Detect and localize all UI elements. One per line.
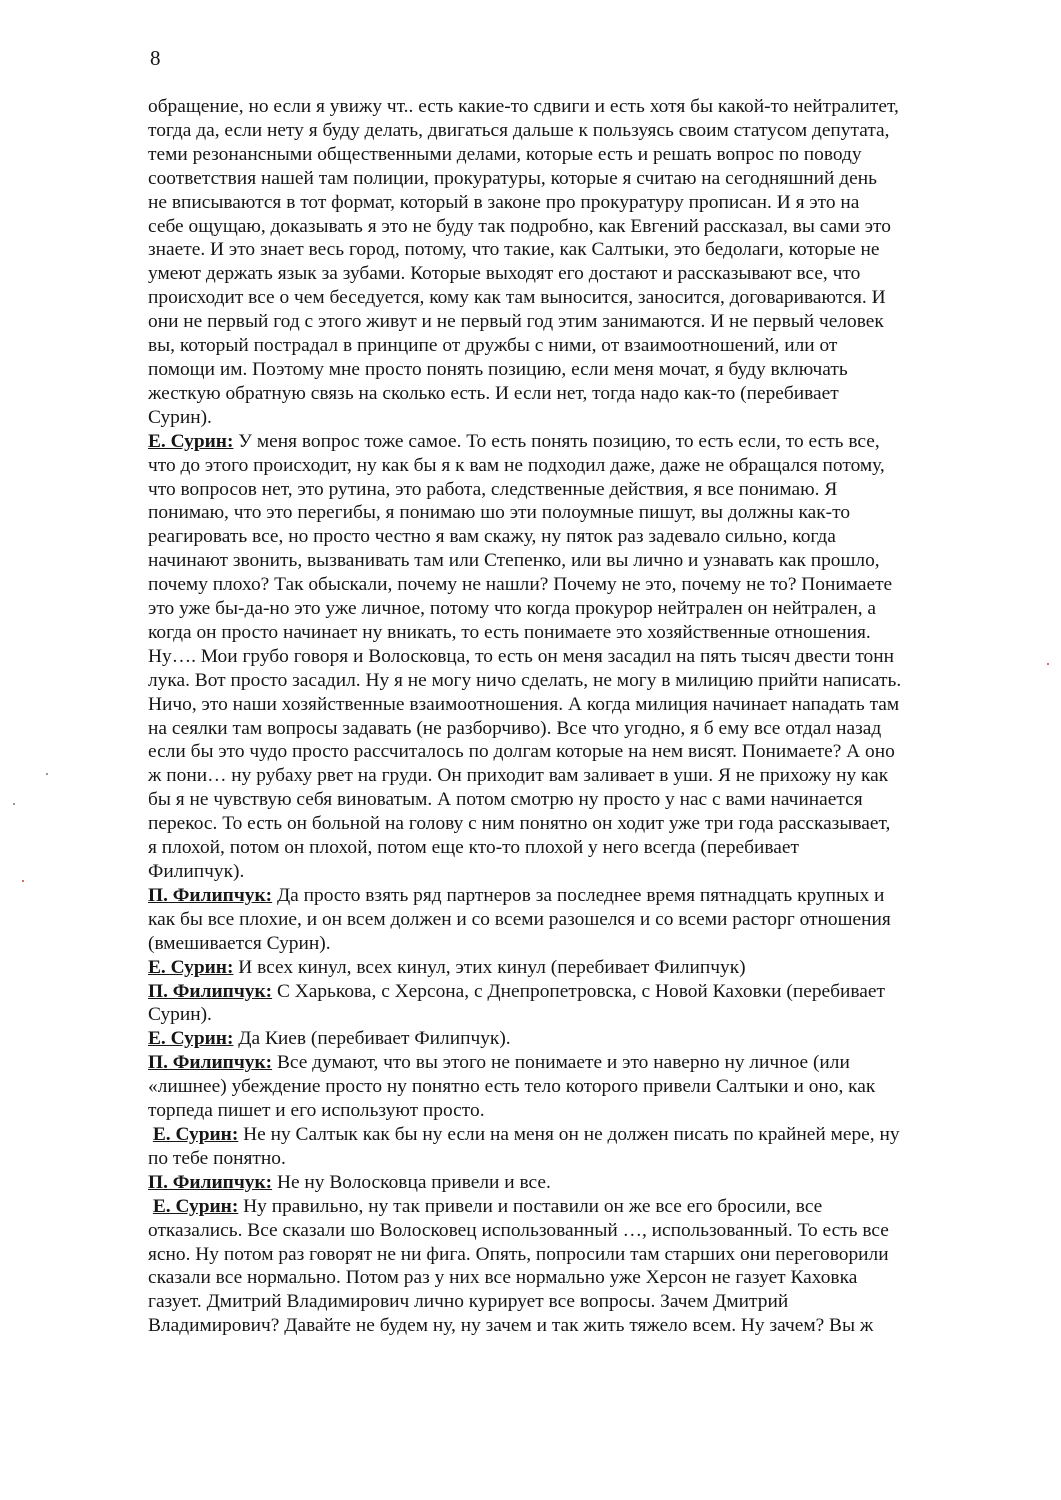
line-text: Сурин). [148,406,212,428]
line-text: лука. Вот просто засадил. Ну я не могу ничо сделать, не могу в милицию прийти написать. [148,669,902,691]
text-line [148,1147,986,1171]
text-line [148,262,986,286]
line-text: соответствия нашей там полиции, прокуратуры, которые я считаю на сегодняшний день [148,167,877,189]
text-line [148,430,986,454]
text-line [148,406,986,430]
line-text: если бы это чудо просто рассчиталось по долгам которые на нем висят. Понимаете? А оно [148,741,895,763]
line-text: газует. Дмитрий Владимирович лично курирует все вопросы. Зачем Дмитрий [148,1291,789,1313]
speaker-name: П. Филипчук: [148,1052,273,1074]
line-text: умеют держать язык за зубами. Которые выходят его достают и рассказывают все, что [148,263,861,285]
line-text: я плохой, потом он плохой, потом еще кто-то плохой у него всегда (перебивает [148,837,799,859]
line-text: отказались. Все сказали шо Волосковец использованный …, использованный. То есть все [148,1219,889,1241]
line-text: Владимирович? Давайте не будем ну, ну зачем и так жить тяжело всем. Ну зачем? Вы ж [148,1315,874,1337]
line-text: на сеялки там вопросы задавать (не разборчиво). Все что угодно, я б ему все отдал назад [148,717,882,739]
text-line [148,478,986,502]
text-line [148,836,986,860]
scan-speck [46,773,48,775]
line-text: почему плохо? Так обыскали, почему не нашли? Почему не это, почему не то? Понимаете [148,574,893,596]
line-text: обращение, но если я увижу чт.. есть какие-то сдвиги и есть хотя бы какой-то нейтралитет, [148,96,899,117]
line-text: ясно. Ну потом раз говорят не ни фига. Опять, попросили там старших они переговорили [148,1243,889,1265]
text-line [148,1027,986,1051]
line-text: торпеда пишет и его используют просто. [148,1100,485,1122]
line-text: происходит все о чем беседуется, кому как там выносится, заносится, договариваются. И [148,287,886,309]
text-line [148,812,986,836]
text-line [148,501,986,525]
text-line [148,358,986,382]
text-line [148,286,986,310]
line-text: жесткую обратную связь на сколько есть. И если нет, тогда надо как-то (перебивает [148,382,839,404]
text-line [148,764,986,788]
text-line [148,1051,986,1075]
text-line [148,621,986,645]
text-line [148,1219,986,1243]
text-line [148,573,986,597]
text-line [148,191,986,215]
scan-speck [13,803,15,805]
text-line [148,1171,986,1195]
text-line [148,1266,986,1290]
text-line [148,740,986,764]
text-line [148,788,986,812]
text-line [148,334,986,358]
line-text: Все думают, что вы этого не понимаете и это наверно ну личное (или [276,1052,850,1074]
line-text: Да просто взять ряд партнеров за последнее время пятнадцать крупных и [276,884,885,906]
text-line [148,95,986,119]
text-line [148,310,986,334]
speaker-name: Е. Сурин: [148,430,234,452]
line-text: они не первый год с этого живут и не первый год этим занимаются. И не первый человек [148,311,884,333]
speaker-name: П. Филипчук: [148,1171,273,1193]
line-text: знаете. И это знает весь город, потому, что такие, как Салтыки, это бедолаги, которые не [148,239,880,261]
text-line [148,549,986,573]
speaker-name: П. Филипчук: [148,980,273,1002]
line-text: начинают звонить, вызванивать там или Степенко, или вы лично и узнавать как прошло, [148,550,880,572]
text-line [148,645,986,669]
text-line [148,860,986,884]
line-text: Ну…. Мои грубо говоря и Волосковца, то есть он меня засадил на пять тысяч двести тонн [148,645,895,667]
text-line [148,1243,986,1267]
line-text: что до этого происходит, ну как бы я к вам не подходил даже, даже не обращался потому, [148,454,885,476]
line-text: «лишнее) убеждение просто ну понятно есть тело которого привели Салтыки и оно, как [148,1076,876,1098]
speaker-name: Е. Сурин: [152,1123,239,1145]
speaker-name: Е. Сурин: [148,956,234,978]
text-line [148,597,986,621]
text-line [148,1075,986,1099]
line-text: понимаю, что это перегибы, я понимаю шо эти полоумные пишут, вы должны как-то [148,502,851,524]
text-line [148,1123,986,1147]
line-text: перекос. То есть он больной на голову с ним понятно он ходит уже три года рассказывает, [148,813,891,835]
text-line [148,454,986,478]
speaker-name: Е. Сурин: [152,1195,239,1217]
line-text: себе ощущаю, доказывать я это не буду так подробно, как Евгений рассказал, вы сами это [148,215,891,237]
speaker-name: П. Филипчук: [148,884,273,906]
text-line [148,908,986,932]
text-line [148,1099,986,1123]
text-line [148,884,986,908]
line-text: Сурин). [148,1004,212,1026]
text-line [148,1290,986,1314]
text-line [148,143,986,167]
line-text: Филипчук). [148,861,245,882]
text-line [148,932,986,956]
line-text: вы, который пострадал в принципе от дружбы с ними, от взаимоотношений, или от [148,335,838,357]
line-text: ж пони… ну рубаху рвет на груди. Он приходит вам заливает в уши. Я не прихожу ну как [148,765,889,787]
line-text: С Харькова, с Херсона, с Днепропетровска, с Новой Каховки (перебивает [276,980,885,1002]
text-line [148,717,986,741]
scan-speck [22,880,24,882]
line-text: когда он просто начинает ну вникать, то есть понимаете это хозяйственные отношения. [148,621,871,643]
line-text: что вопросов нет, это рутина, это работа, следственные действия, я все понимаю. Я [148,478,838,500]
line-text: тогда да, если нету я буду делать, двигаться дальше к пользуясь своим статусом депутата, [148,119,890,141]
text-line [148,1195,986,1219]
line-text: это уже бы-да-но это уже личное, потому что когда прокурор нейтрален он нейтрален, а [148,598,876,620]
line-text: по тебе понятно. [148,1147,286,1169]
line-text: И всех кинул, всех кинул, этих кинул (перебивает Филипчук) [238,956,746,978]
text-line [148,382,986,406]
line-text: Не ну Салтык как бы ну если на меня он не должен писать по крайней мере, ну [243,1123,900,1145]
line-text: Да Киев (перебивает Филипчук). [238,1028,511,1050]
line-text: теми резонансными общественными делами, которые есть и решать вопрос по поводу [148,143,862,165]
document-body [148,95,986,1338]
line-text: (вмешивается Сурин). [148,932,331,954]
line-text: реагировать все, но просто честно я вам скажу, ну пяток раз задевало сильно, когда [148,526,836,548]
text-line [148,669,986,693]
line-text: не вписываются в тот формат, который в законе про прокуратуру прописан. И я это на [148,191,860,213]
line-text: сказали все нормально. Потом раз у них все нормально уже Херсон не газует Каховка [148,1267,858,1289]
text-line [148,956,986,980]
line-text: У меня вопрос тоже самое. То есть понять позицию, то есть если, то есть все, [238,430,880,452]
text-line [148,167,986,191]
line-text: помощи им. Поэтому мне просто понять позицию, если меня мочат, я буду включать [148,358,848,380]
line-text: Ну правильно, ну так привели и поставили он же все его бросили, все [243,1195,823,1217]
text-line [148,215,986,239]
page-number: 8 [150,46,161,70]
text-line [148,980,986,1004]
line-text: как бы все плохие, и он всем должен и со всеми разошелся и со всеми расторг отношения [148,908,891,930]
line-text: Не ну Волосковца привели и все. [276,1171,551,1193]
line-text: Ничо, это наши хозяйственные взаимоотношения. А когда милиция начинает нападать там [148,693,900,715]
text-line [148,238,986,262]
text-line [148,693,986,717]
text-line [148,525,986,549]
scan-speck [1047,663,1049,665]
text-line [148,119,986,143]
line-text: бы я не чувствую себя виноватым. А потом смотрю ну просто у нас с вами начинается [148,789,863,811]
speaker-name: Е. Сурин: [148,1028,234,1050]
text-line [148,1003,986,1027]
text-line [148,1314,986,1338]
